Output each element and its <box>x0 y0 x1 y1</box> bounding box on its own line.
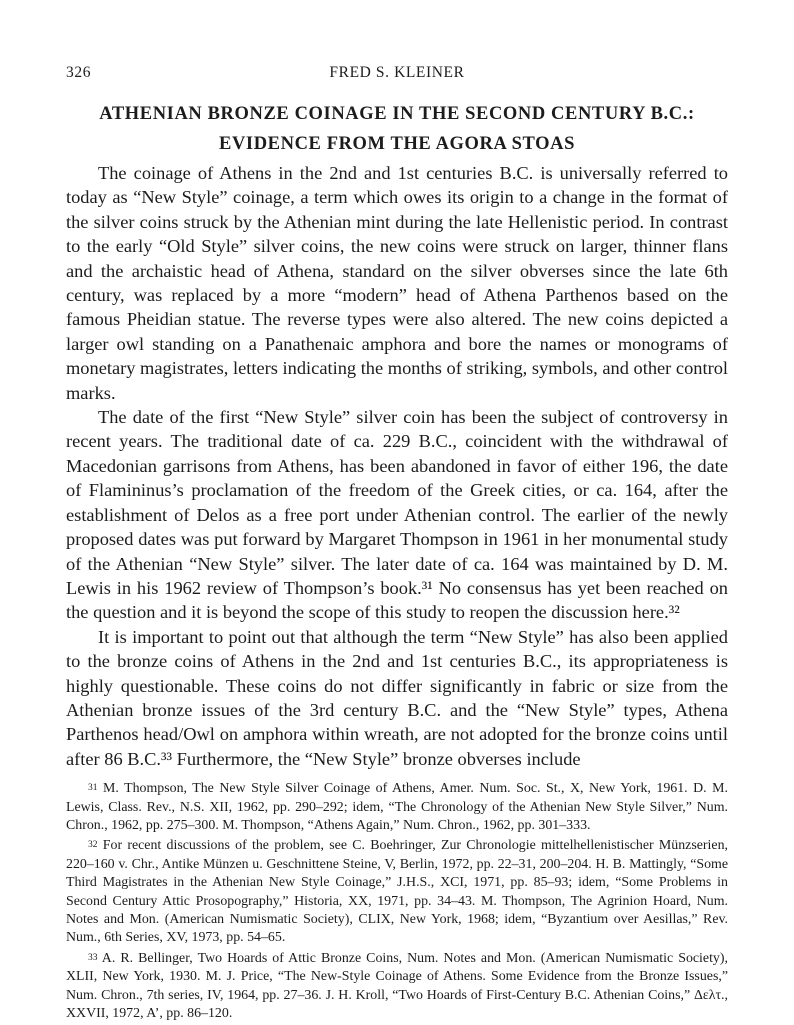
article-title-line-2: EVIDENCE FROM THE AGORA STOAS <box>219 134 575 154</box>
footnote-number: 32 <box>88 840 98 851</box>
footnote-number: 33 <box>88 952 98 963</box>
footnote-text: M. Thompson, The New Style Silver Coinage of Athens, Amer. Num. Soc. St., X, New York, 1961. D. M. Lewis, Class. Rev., N.S. XII, 1962, pp. 290–292; idem, “The Chronology of the Athenian New Style Silver,” Num. Chron., 1962, pp. 275–300. M. Thompson, “Athens Again,” Num. Chron., 1962, pp. 301–333. <box>66 781 728 833</box>
page <box>66 64 728 1025</box>
article-title <box>66 99 728 159</box>
running-author: FRED S. KLEINER <box>329 64 465 81</box>
article-title-line-1: ATHENIAN BRONZE COINAGE IN THE SECOND CENTURY B.C.: <box>99 104 695 124</box>
footnote-33 <box>66 950 728 1024</box>
footnote-32 <box>66 837 728 947</box>
footnote-31 <box>66 780 728 835</box>
paragraph-1: The coinage of Athens in the 2nd and 1st centuries B.C. is universally referred to today as “New Style” coinage, a term which owes its origin to a change in the format of the silver coins struck by the Athenian mint during the late Hellenistic period. In contrast to the early “Old Style” silver coins, the new coins were struck on larger, thinner flans and the archaistic head of Athena, standard on the silver obverses since the late 6th century, was replaced by a more “modern” head of Athena Parthenos based on the famous Pheidian statue. The reverse types were also altered. The new coins depicted a larger owl standing on a Panathenaic amphora and bore the names or monograms of monetary magistrates, letters indicating the months of striking, symbols, and other control marks. <box>66 163 728 403</box>
footnote-text: For recent discussions of the problem, see C. Boehringer, Zur Chronologie mittelhellenistischer Münzserien, 220–160 v. Chr., Antike Münzen u. Geschnittene Steine, V, Berlin, 1972, pp. 22–31, 200–204. H. B. Mattingly, “Some Third Magistrates in the Athenian New Style Coinage,” J.H.S., XCI, 1971, pp. 85–93; idem, “Some Problems in Second Century Attic Prosopography,” Historia, XX, 1971, pp. 34–43. M. Thompson, The Agrinion Hoard, Num. Notes and Mon. (American Numismatic Society), CLIX, New York, 1968; idem, “Byzantium over Aesillas,” Rev. Num., 6th Series, XV, 1973, pp. 54–65. <box>66 838 728 946</box>
paragraph-2: The date of the first “New Style” silver coin has been the subject of controversy in recent years. The traditional date of ca. 229 B.C., coincident with the withdrawal of Macedonian garrisons from Athens, has been abandoned in favor of either 196, the date of Flamininus’s proclamation of the freedom of the Greek cities, or ca. 164, after the establishment of Delos as a free port under Athenian control. The earlier of the newly proposed dates was put forward by Margaret Thompson in 1961 in her monumental study of the Athenian “New Style” silver. The later date of ca. 164 was maintained by D. M. Lewis in his 1962 review of Thompson’s book.³¹ No consensus has yet been reached on the question and it is beyond the scope of this study to reopen the discussion here.³² <box>66 407 728 623</box>
footnote-number: 31 <box>88 783 98 794</box>
running-head <box>66 64 728 86</box>
page-number: 326 <box>66 64 92 81</box>
body-text <box>66 161 728 771</box>
paragraph-3: It is important to point out that although the term “New Style” has also been applied to the bronze coins of Athens in the 2nd and 1st centuries B.C., its appropriateness is highly questionable. These coins do not differ significantly in fabric or size from the Athenian bronze issues of the 3rd century B.C. and the “New Style” types, Athena Parthenos head/Owl on amphora within wreath, are not adopted for the bronze coins until after 86 B.C.³³ Furthermore, the “New Style” bronze obverses include <box>66 626 728 769</box>
footnote-text: A. R. Bellinger, Two Hoards of Attic Bronze Coins, Num. Notes and Mon. (American Numismatic Society), XLII, New York, 1930. M. J. Price, “The New-Style Coinage of Athens. Some Evidence from the Bronze Issues,” Num. Chron., 7th series, IV, 1964, pp. 27–36. J. H. Kroll, “Two Hoards of First-Century B.C. Athenian Coins,” Δελτ., XXVII, 1972, A’, pp. 86–120. <box>66 950 728 1022</box>
footnotes <box>66 780 728 1023</box>
